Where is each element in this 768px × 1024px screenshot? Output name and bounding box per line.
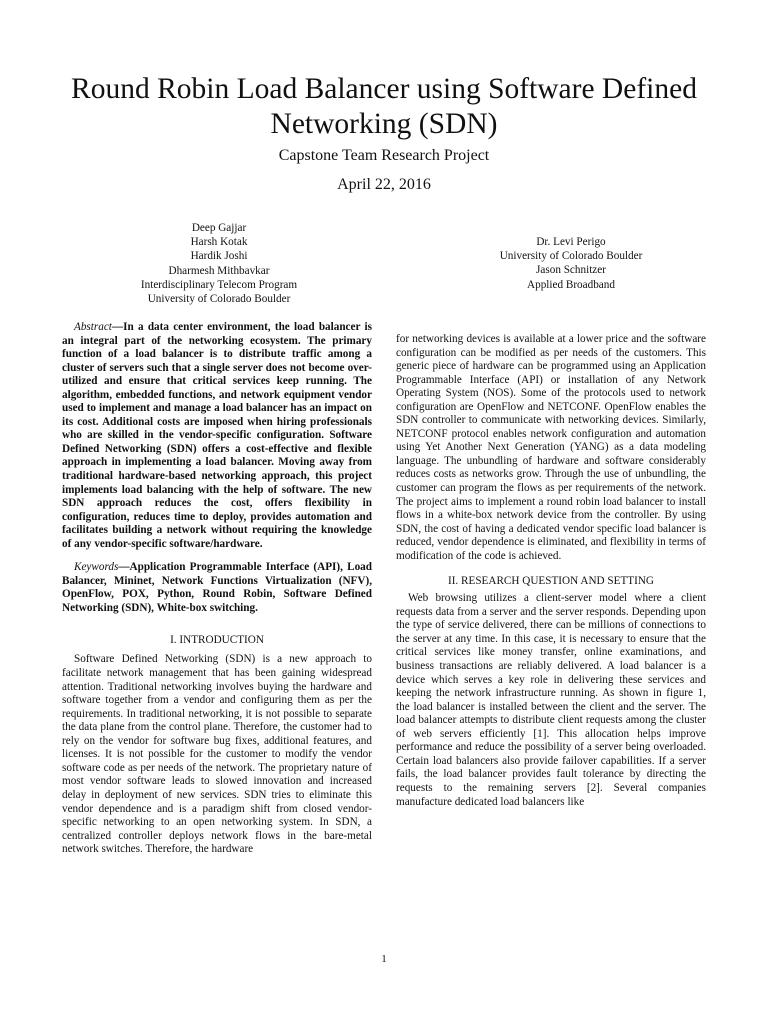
affiliation-line: University of Colorado Boulder: [147, 293, 291, 306]
paper-title: Round Robin Load Balancer using Software Defined Networking (SDN): [71, 73, 697, 140]
keywords-paragraph: [62, 561, 372, 615]
paper-subtitle: Capstone Team Research Project: [278, 147, 490, 164]
author-line: Deep Gajjar: [191, 222, 247, 234]
affiliation-line: Interdisciplinary Telecom Program: [140, 278, 298, 291]
keywords-label: Keywords: [74, 561, 119, 574]
author-line: Hardik Joshi: [190, 250, 248, 263]
abstract-text: —In a data center environment, the load balancer is an integral part of the networking ecosystem. The primary function of a load balancer is to distribute traffic among a cluster of servers such that a single server does not become over-utilized and ensure that critical services keep running. The algorithm, embedded functions, and network equipment vendor used to implement and manage a load balancer has an impact on its cost. Additional costs are imposed when hiring professionals who are skilled in the vendor-specific configuration. Software Defined Networking (SDN) offers a cost-effective and flexible approach in implementing a load balancer. Moving away from traditional hardware-based networking approach, this project implements load balancing with the help of software. The new SDN approach reduces the cost, offers flexibility in configuration, reduces time to deploy, provides automation and facilitates building a network without requiring the knowledge of any vendor-specific software/hardware.: [62, 321, 372, 550]
affiliation-line: Applied Broadband: [527, 278, 615, 291]
section-heading-research: II. RESEARCH QUESTION AND SETTING: [447, 575, 655, 588]
section-heading-introduction: I. INTRODUCTION: [170, 634, 264, 647]
abstract-label: Abstract: [74, 321, 112, 333]
paper-date: April 22, 2016: [337, 176, 431, 193]
affiliation-line: University of Colorado Boulder: [499, 250, 643, 263]
authors-right-block: [446, 235, 696, 292]
page-number: 1: [381, 953, 387, 965]
research-paragraph: Web browsing utilizes a client-server model where a client requests data from a server and the server responds. Depending upon the type of service delivered, there can be millions of connections to the server at any time. In this case, it is necessary to ensure that the critical services like money transfer, online examinations, and business transactions are reliably delivered. A load balancer is a device which serves a key role in delivering these services and keeping the network infrastructure running. As shown in figure 1, the load balancer is installed between the client and the server. The load balancer attempts to distribute client requests among the cluster of web servers efficiently [1]. This allocation helps improve performance and reduce the possibility of a server being overloaded. Certain load balancers also provide failover capabilities. If a server fails, the load balancer provides fault tolerance by directing the requests to the remaining servers [2]. Several companies manufacture dedicated load balancers like: [396, 592, 706, 808]
left-column: [62, 321, 372, 857]
author-line: Dr. Levi Perigo: [536, 236, 606, 248]
continued-paragraph: for networking devices is available at a lower price and the software configuration can be modified as per needs of the customers. This generic piece of hardware can be programmed using an Application Programmable Interface (API) or installation of any Network Operating System (NOS). Some of the protocols used to network configuration are OpenFlow and NETCONF. OpenFlow enables the SDN controller to communicate with networking devices. Similarly, NETCONF protocol enables network configuration and automation using Yet Another Next Generation (YANG) as a data modeling language. The unbundling of hardware and software considerably reduces costs as networks grow. Through the use of unbundling, the customer can program the flows as per requirements of the network. The project aims to implement a round robin load balancer to install flows in a white-box network device from the controller. By using SDN, the cost of having a dedicated vendor specific load balancer is reduced, vendor dependence is eliminated, and flexibility in terms of modification of the code is achieved.: [396, 333, 706, 562]
authors-left-block: [94, 221, 344, 306]
abstract-paragraph: [62, 321, 372, 551]
author-line: Harsh Kotak: [190, 236, 248, 249]
right-column: [396, 333, 706, 809]
introduction-paragraph: Software Defined Networking (SDN) is a new approach to facilitate network management that has been gaining widespread attention. Traditional networking involves buying the hardware and software together from a vendor and configuring them as per the requirements. In traditional networking, it is not possible to separate the data plane from the control plane. Therefore, the customer had to rely on the vendor for software bug fixes, additional features, and licenses. It is not possible for the customer to modify the vendor software code as per needs of the network. The proprietary nature of most vendor software leads to slowed innovation and increased delay in deployment of new services. SDN tries to eliminate this vendor dependence and is a paradigm shift from closed vendor-specific networking to an open networking system. In SDN, a centralized controller deploys network flows in the bare-metal network switches. Therefore, the hardware: [62, 653, 372, 856]
author-line: Jason Schnitzer: [536, 264, 606, 277]
author-line: Dharmesh Mithbavkar: [168, 264, 270, 277]
keywords-text: —Application Programmable Interface (API), Load Balancer, Mininet, Network Functions Virtualization (NFV), OpenFlow, POX, Python, Round Robin, Software Defined Networking (SDN), White-box switching.: [62, 561, 372, 614]
